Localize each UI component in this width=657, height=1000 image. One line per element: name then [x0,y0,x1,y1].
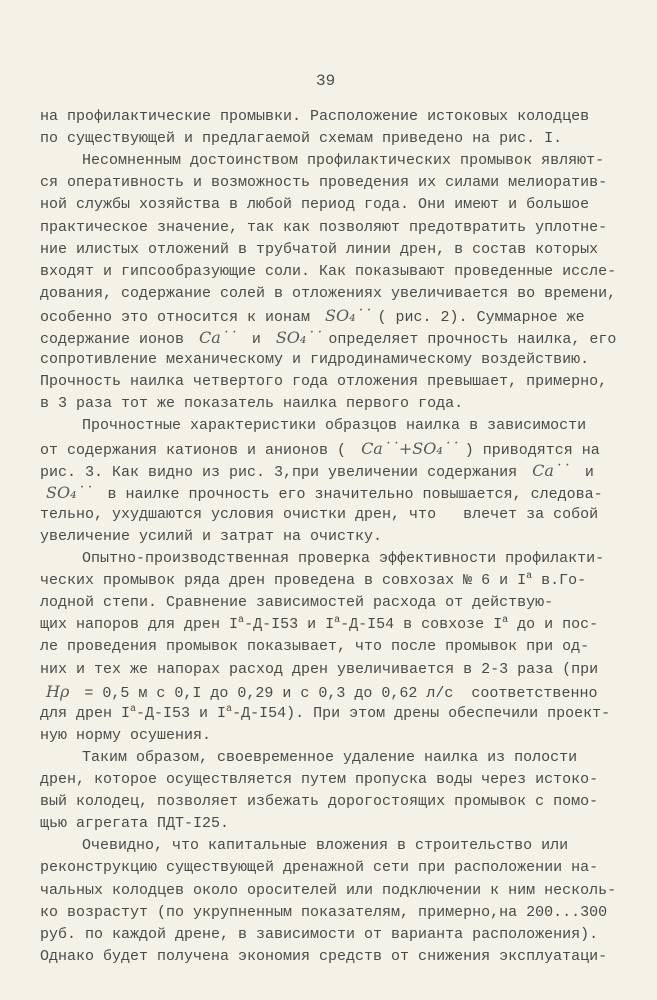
text-line [40,858,598,878]
handwritten-formula: Ca˙˙ [199,328,237,347]
text-line [40,129,562,149]
text-segment: в наилке прочность его значительно повышается, следова- [98,485,603,503]
text-segment: ) приводятся на [464,441,600,459]
text-line [40,704,610,724]
text-segment: на профилактические промывки. Расположение истоковых колодцев [40,108,590,125]
text-line [40,372,607,392]
text-line [40,903,607,923]
text-line [40,726,211,746]
text-line [40,947,607,967]
text-line [40,660,598,680]
text-segment: -Д-I54 в совхозе I [340,616,503,634]
text-segment: ние илистых отложений в трубчатой линии дрен, в состав которых [40,240,599,258]
handwritten-formula: Ca˙˙+SO₄˙˙ [361,438,459,458]
page-number: 39 [316,72,336,90]
text-segment: увеличение усилий и затрат на очистку. [40,527,383,545]
text-segment: ко возрастут (по укрупненным показателям, примерно,на 200...300 [40,903,608,921]
superscript: а [334,615,341,627]
text-line [40,195,589,215]
text-line [40,571,586,591]
text-segment: практическое значение, так как позволяют предотвратить уплотне- [40,218,608,236]
text-line [40,881,616,901]
text-segment: ческих промывок ряда дрен проведена в совхозах № 6 и I [40,572,527,590]
text-line [40,593,553,613]
text-line [82,836,568,856]
text-segment: тельно, ухудшаются условия очистки дрен, что влечет за собой [40,505,599,523]
text-segment: них и тех же напорах расход дрен увеличивается в 2-3 раза (при [40,660,599,678]
text-segment: дования, содержание солей в отложениях увеличивается во времени, [40,284,617,302]
text-segment: -Д-I53 и I [244,616,335,634]
text-segment: рис. 3. Как видно из рис. 3,при увеличении содержания [40,463,527,481]
text-line [40,637,589,657]
text-segment: от содержания катионов и анионов ( [40,441,356,459]
text-segment: Опытно-производственная проверка эффективности профилакти- [82,550,605,567]
text-segment: определяет прочность наилка, его [328,331,617,348]
text-line [40,350,589,370]
text-segment: сопротивление механическому и гидродинамическому воздействию. [40,351,590,369]
text-line [40,173,607,193]
text-segment: Прочностные характеристики образцов наилка в зависимости [82,417,587,435]
text-line [40,615,598,635]
handwritten-formula: SO₄˙˙ [46,482,93,502]
handwritten-formula: Hρ [46,681,70,701]
text-line [40,682,597,704]
text-line [40,107,589,127]
text-segment: и [242,331,270,348]
superscript: а [226,703,233,715]
text-line [40,925,598,945]
text-segment: ле проведения промывок показывает, что после промывок при од- [40,638,590,656]
text-segment: руб. по каждой дрене, в зависимости от варианта расположения). [40,925,599,943]
text-line [40,284,616,304]
text-segment: ную норму осушения. [40,726,212,744]
text-line [40,306,585,328]
handwritten-formula: SO₄˙˙ [325,305,372,325]
text-line [40,770,598,790]
superscript: а [130,703,137,715]
text-line [82,151,604,171]
text-segment: Однако будет получена экономия средств от снижения эксплуатаци- [40,947,608,965]
text-segment: щих напоров для дрен I [40,616,239,634]
text-segment: в.Го- [532,572,587,590]
text-segment: Очевидно, что капитальные вложения в строительство или [82,837,569,855]
text-segment: ной службы хозяйства в любой период года. Они имеют и большое [40,196,590,214]
text-line [40,505,598,525]
text-segment: ся оперативность и возможность проведения их силами мелиоратив- [40,174,608,192]
text-segment: Несомненным достоинством профилактических промывок являют- [82,152,605,170]
text-segment: вый колодец, позволяет избежать дорогостоящих промывок с помо- [40,793,599,811]
text-line [40,262,616,282]
text-segment: дрен, которое осуществляется путем пропуска воды через истоко- [40,771,599,788]
text-segment: -Д-I53 и I [136,704,227,722]
text-line [40,483,603,505]
text-segment: до и пос- [508,616,599,634]
text-line [40,439,600,461]
text-segment: реконструкцию существующей дренажной сети при расположении на- [40,859,599,877]
text-line [40,527,382,547]
text-line [40,461,594,483]
text-line [40,240,598,260]
text-line [40,792,598,812]
text-line [82,549,604,569]
superscript: а [238,615,245,627]
text-segment: особенно это относится к ионам [40,308,320,326]
text-line [82,416,586,436]
superscript: а [502,615,509,627]
text-segment: чальных колодцев около оросителей или подключении к ним несколь- [40,881,617,899]
text-line [40,394,463,414]
handwritten-formula: Ca˙˙ [532,460,570,480]
text-line [40,218,607,238]
text-line [40,328,616,350]
text-segment: Таким образом, своевременное удаление наилка из полости [82,748,578,766]
text-segment: щью агрегата ПДТ-I25. [40,815,230,833]
text-line [82,748,577,768]
text-line [40,814,229,834]
text-segment: в 3 раза тот же показатель наилка первого года. [40,395,464,413]
text-segment: -Д-I54). При этом дрены обеспечили проект- [232,704,611,722]
text-segment: ( рис. 2). Суммарное же [377,308,585,326]
text-segment: входят и гипсообразующие соли. Как показывают проведенные иссле- [40,262,617,280]
superscript: а [526,571,533,583]
text-segment: = 0,5 м с 0,I до 0,29 и с 0,3 до 0,62 л/с соответственно [75,684,598,702]
text-segment: содержание ионов [40,331,194,348]
text-segment: лодной степи. Сравнение зависимостей расхода от действую- [40,594,554,612]
text-segment: для дрен I [40,704,131,722]
text-segment: Прочность наилка четвертого года отложения превышает, примерно, [40,373,608,391]
text-segment: и [575,463,594,481]
text-segment: по существующей и предлагаемой схемам приведено на рис. I. [40,130,563,148]
handwritten-formula: SO₄˙˙ [275,328,323,347]
